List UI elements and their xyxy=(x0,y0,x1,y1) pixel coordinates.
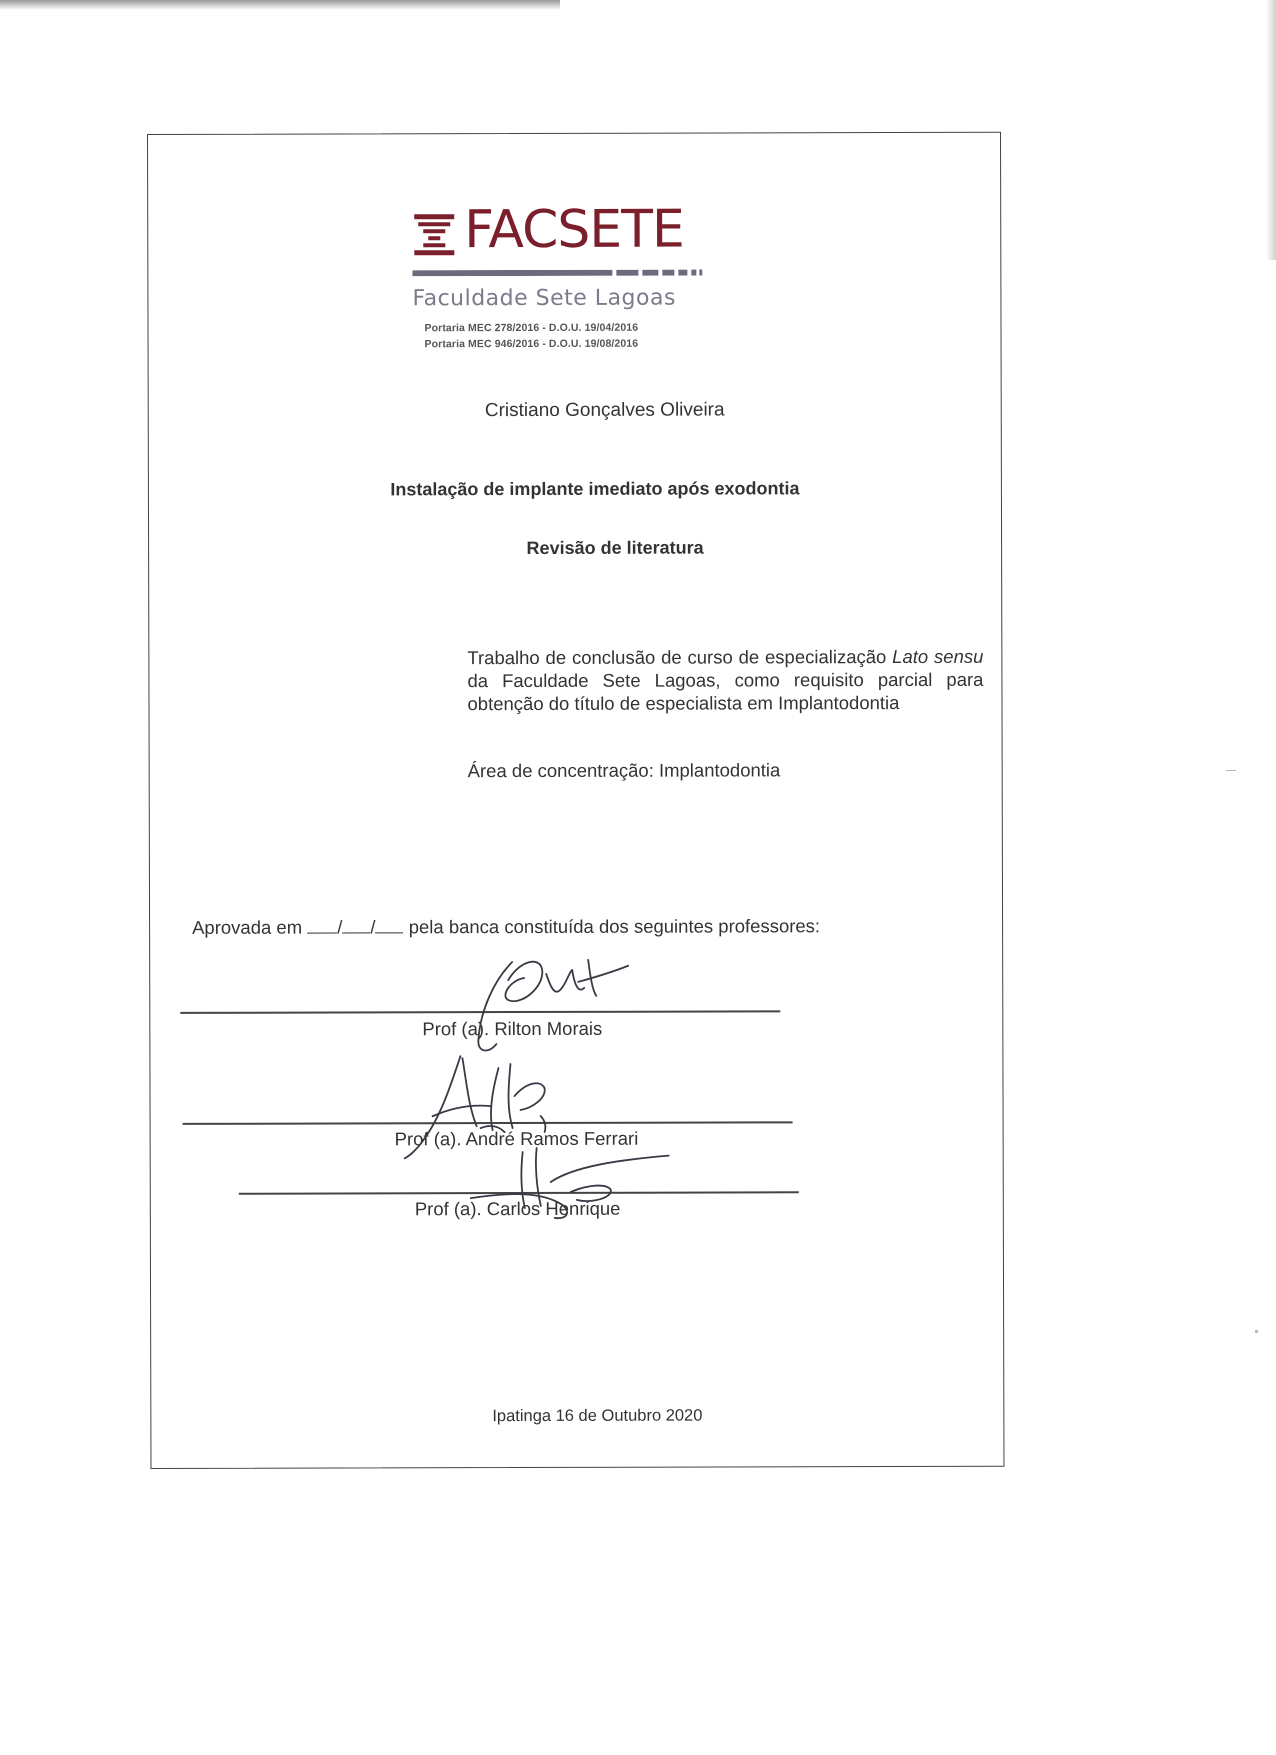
document-title: Instalação de implante imediato após exodontia xyxy=(390,478,800,500)
approval-year-blank xyxy=(376,916,404,933)
scan-mark xyxy=(1255,1330,1258,1333)
document-subtitle: Revisão de literatura xyxy=(526,537,704,559)
author-name: Cristiano Gonçalves Oliveira xyxy=(484,399,725,422)
approval-month-blank xyxy=(342,916,370,933)
approval-separator: / xyxy=(370,916,376,938)
logo-divider xyxy=(412,270,702,277)
approval-line xyxy=(192,915,820,939)
description-suffix: da Faculdade Sete Lagoas, como requisito parcial para obtenção do título de especialista em Implantodontia xyxy=(467,668,984,715)
signature-line-2 xyxy=(183,1121,793,1124)
signature-line-3 xyxy=(239,1191,799,1194)
logo-name: FACSETE xyxy=(464,199,684,261)
signature-line-1 xyxy=(180,1010,780,1013)
logo-portaria-1: Portaria MEC 278/2016 - D.O.U. 19/04/2016 xyxy=(424,321,639,335)
scan-edge-right xyxy=(1266,0,1276,260)
facsete-emblem-icon xyxy=(412,212,456,256)
approval-separator: / xyxy=(337,916,343,938)
concentration-area: Área de concentração: Implantodontia xyxy=(467,759,781,782)
approval-day-blank xyxy=(307,917,337,934)
description-prefix: Trabalho de conclusão de curso de especialização xyxy=(467,646,893,669)
signature-1 xyxy=(450,940,640,1060)
scan-edge-top xyxy=(0,0,560,10)
thesis-description xyxy=(467,645,983,715)
professor-name-2: Prof (a). André Ramos Ferrari xyxy=(394,1127,639,1150)
logo-portaria-2: Portaria MEC 946/2016 - D.O.U. 19/08/2016 xyxy=(424,337,639,351)
professor-name-3: Prof (a). Carlos Henrique xyxy=(414,1197,621,1220)
institution-logo xyxy=(412,199,712,365)
document-frame xyxy=(147,132,1004,1469)
description-italic: Lato sensu xyxy=(892,645,984,668)
scan-mark xyxy=(1226,770,1236,771)
logo-subtitle: Faculdade Sete Lagoas xyxy=(412,285,676,312)
approval-suffix: pela banca constituída dos seguintes professores: xyxy=(408,915,821,938)
approval-prefix: Aprovada em xyxy=(192,916,303,938)
place-and-date: Ipatinga 16 de Outubro 2020 xyxy=(492,1406,703,1426)
professor-name-1: Prof (a). Rilton Morais xyxy=(422,1017,603,1040)
